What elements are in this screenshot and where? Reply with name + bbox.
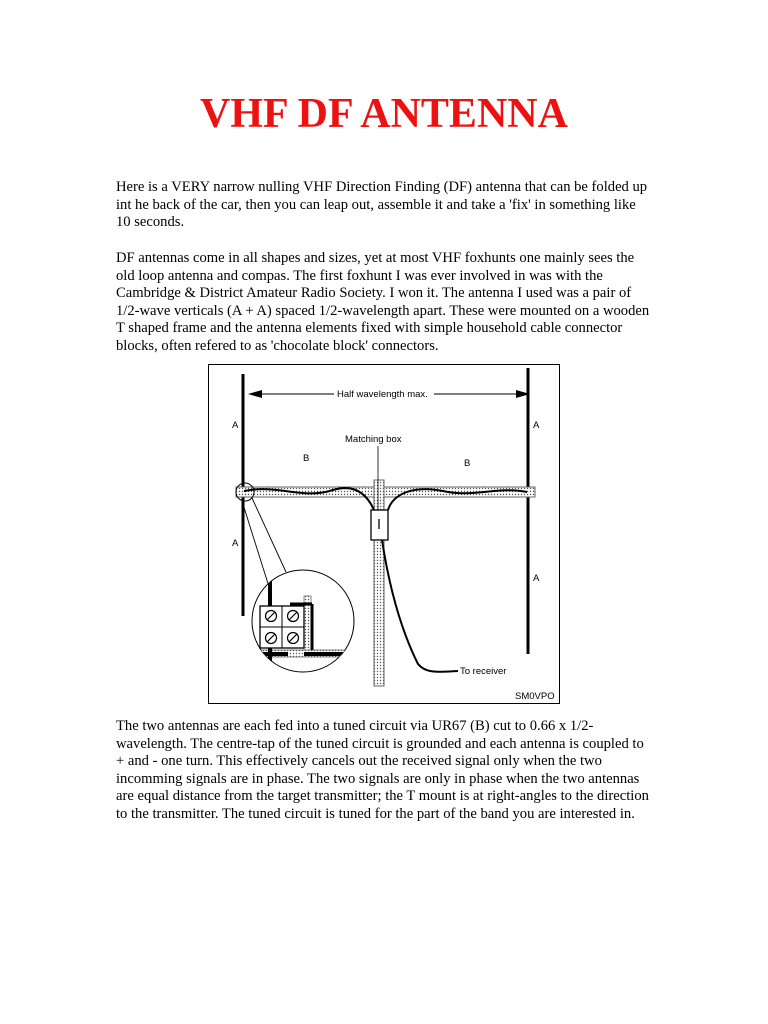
explanation-paragraph: The two antennas are each fed into a tuned circuit via UR67 (B) cut to 0.66 x 1/2-wavelength. The centre-tap of the tuned circuit is grounded and each antenna is coupled to + and - one turn. This effectively cancels out the received signal only when the two incomming signals are in phase. The two signals are only in phase when the two antennas are equal distance from the target transmitter; the T mount is at right-angles to the direction to the transmitter. The tuned circuit is tuned for the part of the band you are interested in. <box>116 718 649 822</box>
label-a-bottom-right: A <box>533 573 540 584</box>
intro-paragraph: Here is a VERY narrow nulling VHF Direction Finding (DF) antenna that can be folded up int he back of the car, then you can leap out, assemble it and take a 'fix' in something like 10 seconds. <box>116 179 648 231</box>
to-receiver-label: To receiver <box>460 666 507 677</box>
label-a-bottom-left: A <box>232 538 239 549</box>
label-a-top-right: A <box>533 420 540 431</box>
credit-label: SM0VPO <box>515 691 555 702</box>
label-b-left: B <box>303 453 310 464</box>
half-wavelength-label: Half wavelength max. <box>337 389 428 400</box>
label-b-right: B <box>464 458 471 469</box>
page-title: VHF DF ANTENNA <box>200 91 568 137</box>
antenna-diagram <box>208 364 560 704</box>
matching-box-label: Matching box <box>345 434 402 445</box>
label-a-top-left: A <box>232 420 239 431</box>
history-paragraph: DF antennas come in all shapes and sizes, yet at most VHF foxhunts one mainly sees the old loop antenna and compas. The first foxhunt I was ever involved in was with the Cambridge & District Amateur Radio Society. I won it. The antenna I used was a pair of 1/2-wave verticals (A + A) spaced 1/2-wavelength apart. These were mounted on a wooden T shaped frame and the antenna elements fixed with simple household cable connector blocks, often refered to as 'chocolate block' connectors. <box>116 250 650 354</box>
